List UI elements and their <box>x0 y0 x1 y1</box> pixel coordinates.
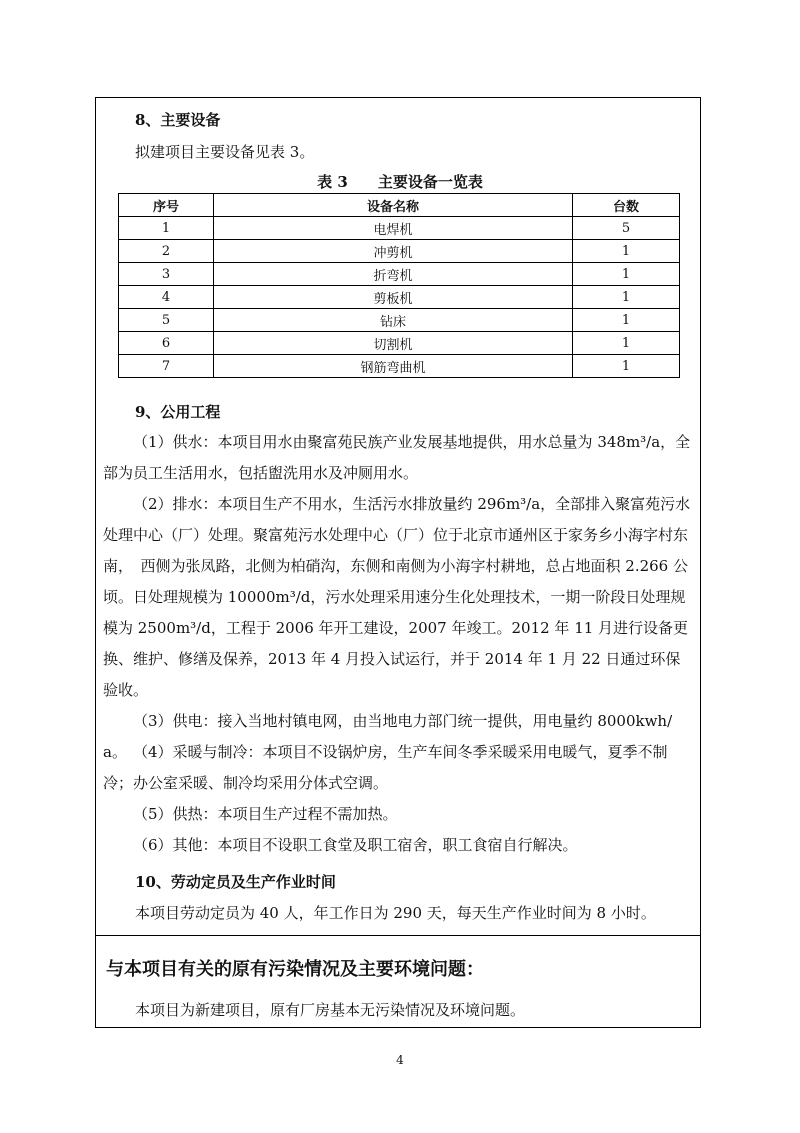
cell-count: 1 <box>573 240 680 263</box>
cell-number: 7 <box>119 355 214 378</box>
water-supply-paragraph: （1）供水：本项目用水由聚富苑民族产业发展基地提供，用水总量为 348m³/a，全部为员工生活用水，包括盥洗用水及冲厕用水。 <box>103 433 691 482</box>
cell-number: 1 <box>119 217 214 240</box>
col-header-number: 序号 <box>119 194 214 217</box>
cell-name: 电焊机 <box>214 217 573 240</box>
section-divider <box>95 935 701 936</box>
col-header-name: 设备名称 <box>214 194 573 217</box>
other-paragraph: （6）其他：本项目不设职工食堂及职工宿舍，职工食宿自行解决。 <box>133 836 578 854</box>
drainage-paragraph: （2）排水：本项目生产不用水，生活污水排放量约 296m³/a，全部排入聚富苑污水处理中心（厂）处理。聚富苑污水处理中心（厂）位于北京市通州区于家务乡小海字村东南， 西侧为张凤路，北侧为柏硝沟，东侧和南侧为小海字村耕地，总占地面积 2.266 公顷。日处理规模为 10000m³/d，污水处理采用速分生化处理技术，一期一阶段日处理规模为 2500m³/d，工程于 2006 年开工建设，2007 年竣工。2012 年 11 月进行设备更换、维护、修缮及保养，2013 年 4 月投入试运行，并于 2014 年 1 月 22 日通过环保验收。 <box>103 495 691 699</box>
cell-count: 1 <box>573 286 680 309</box>
table-row <box>119 263 680 286</box>
cell-name: 切割机 <box>214 332 573 355</box>
cell-count: 1 <box>573 332 680 355</box>
equipment-table <box>118 193 680 378</box>
pollution-paragraph: 本项目为新建项目，原有厂房基本无污染情况及环境问题。 <box>135 1001 526 1019</box>
cell-number: 2 <box>119 240 214 263</box>
cell-name: 折弯机 <box>214 263 573 286</box>
table-caption: 表 3 主要设备一览表 <box>317 173 483 191</box>
pollution-heading: 与本项目有关的原有污染情况及主要环境问题： <box>106 959 484 980</box>
table-row <box>119 355 680 378</box>
cell-number: 3 <box>119 263 214 286</box>
section-9-heading: 9、公用工程 <box>135 403 221 421</box>
heat-supply-paragraph: （5）供热：本项目生产过程不需加热。 <box>133 805 398 823</box>
cell-name: 剪板机 <box>214 286 573 309</box>
table-row <box>119 240 680 263</box>
cell-count: 1 <box>573 309 680 332</box>
table-header-row <box>119 194 680 217</box>
cell-number: 4 <box>119 286 214 309</box>
table-row <box>119 217 680 240</box>
col-header-count: 台数 <box>573 194 680 217</box>
section-10-heading: 10、劳动定员及生产作业时间 <box>135 873 336 891</box>
power-supply-paragraph: （3）供电：接入当地村镇电网，由当地电力部门统一提供，用电量约 8000kwh/a。 <box>103 712 673 761</box>
cell-name: 钻床 <box>214 309 573 332</box>
page-number: 4 <box>396 1053 404 1067</box>
cell-count: 1 <box>573 355 680 378</box>
cell-number: 6 <box>119 332 214 355</box>
heating-cooling-paragraph: （4）采暖与制冷：本项目不设锅炉房，生产车间冬季采暖采用电暖气，夏季不制冷；办公室采暖、制冷均采用分体式空调。 <box>103 743 668 792</box>
section-8-heading: 8、主要设备 <box>135 111 221 129</box>
cell-count: 1 <box>573 263 680 286</box>
section-8-intro: 拟建项目主要设备见表 3。 <box>135 143 315 161</box>
table-row <box>119 309 680 332</box>
table-row <box>119 332 680 355</box>
cell-name: 钢筋弯曲机 <box>214 355 573 378</box>
cell-count: 5 <box>573 217 680 240</box>
cell-name: 冲剪机 <box>214 240 573 263</box>
section-10-paragraph: 本项目劳动定员为 40 人，年工作日为 290 天，每天生产作业时间为 8 小时。 <box>135 904 656 922</box>
table-row <box>119 286 680 309</box>
cell-number: 5 <box>119 309 214 332</box>
